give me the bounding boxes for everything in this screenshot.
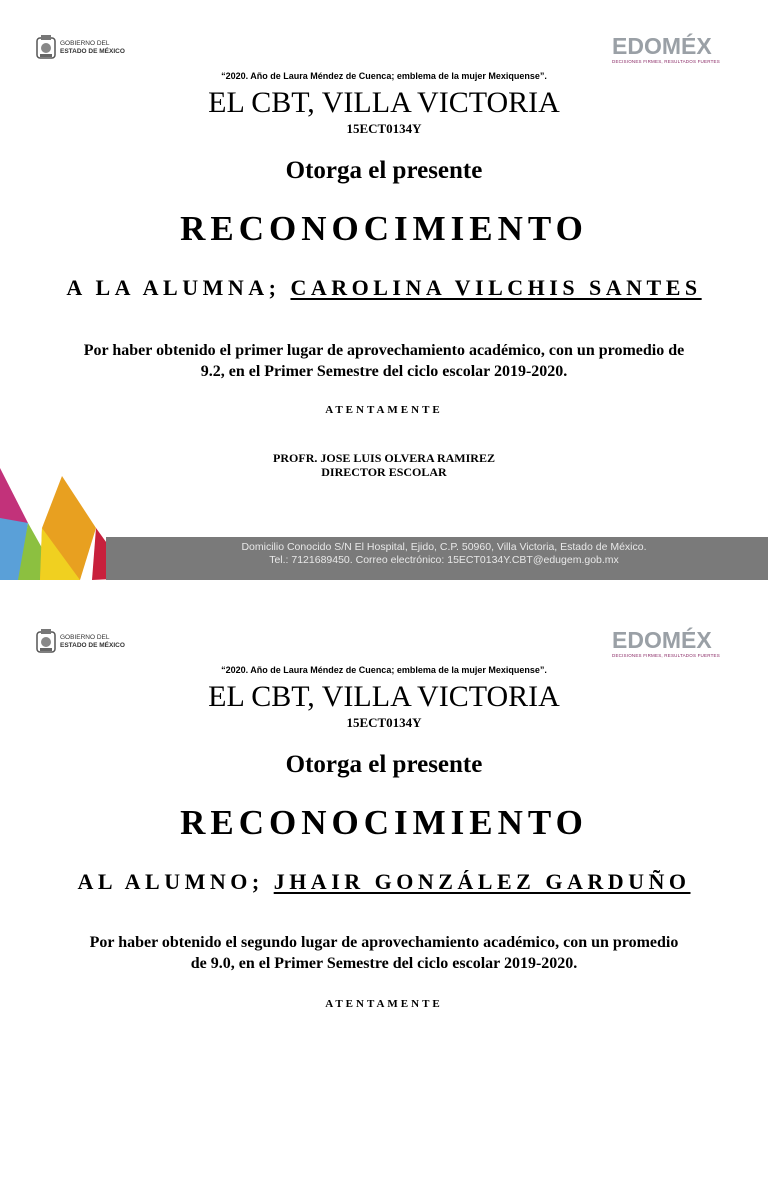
grant-text: Otorga el presente [285, 751, 483, 778]
edomex-logo [612, 34, 738, 68]
edomex-wordmark: EDOMÉX [612, 33, 712, 59]
edomex-logo [612, 628, 738, 662]
signer-name: PROFR. JOSE LUIS OLVERA RAMIREZ [273, 451, 495, 465]
address-footer [106, 537, 768, 580]
signer-role: DIRECTOR ESCOLAR [321, 465, 447, 479]
certificate-title: RECONOCIMIENTO [180, 209, 588, 248]
closing-text: ATENTAMENTE [325, 998, 443, 1010]
gobierno-logo-text: GOBIERNO DEL ESTADO DE MÉXICO [60, 634, 125, 649]
recipient-prefix: A LA ALUMNA; [66, 275, 291, 300]
award-reason-line-1: Por haber obtenido el primer lugar de aprovechamiento académico, con un promedio de [83, 342, 685, 359]
award-reason [0, 340, 768, 382]
year-motto: “2020. Año de Laura Méndez de Cuenca; emblema de la mujer Mexiquense”. [221, 71, 547, 81]
coat-of-arms-icon [34, 628, 58, 656]
year-motto: “2020. Año de Laura Méndez de Cuenca; emblema de la mujer Mexiquense”. [221, 665, 547, 675]
address-line: Domicilio Conocido S/N El Hospital, Ejido, C.P. 50960, Villa Victoria, Estado de México. [241, 541, 647, 553]
recipient-line [0, 869, 768, 895]
certificate-title: RECONOCIMIENTO [180, 803, 588, 842]
recipient-name: JHAIR GONZÁLEZ GARDUÑO [273, 869, 691, 894]
recipient-line [0, 275, 768, 301]
award-reason-line-2: de 9.0, en el Primer Semestre del ciclo escolar 2019-2020. [190, 955, 578, 972]
address-footer-text [164, 541, 724, 567]
award-reason-line-2: 9.2, en el Primer Semestre del ciclo escolar 2019-2020. [200, 363, 568, 380]
grant-text: Otorga el presente [285, 157, 483, 184]
edomex-tagline: DECISIONES FIRMES, RESULTADOS FUERTES [612, 59, 720, 64]
school-name: EL CBT, VILLA VICTORIA [208, 680, 560, 713]
award-reason [0, 932, 768, 974]
recipient-name: CAROLINA VILCHIS SANTES [290, 275, 702, 300]
gobierno-logo [34, 34, 144, 62]
school-name: EL CBT, VILLA VICTORIA [208, 86, 560, 119]
contact-line: Tel.: 7121689450. Correo electrónico: 15ECT0134Y.CBT@edugem.gob.mx [269, 554, 619, 566]
closing-text: ATENTAMENTE [325, 404, 443, 416]
edomex-wordmark: EDOMÉX [612, 627, 712, 653]
gobierno-logo-text: GOBIERNO DEL ESTADO DE MÉXICO [60, 40, 125, 55]
award-reason-line-1: Por haber obtenido el segundo lugar de aprovechamiento académico, con un promedio [89, 934, 679, 951]
edomex-tagline: DECISIONES FIRMES, RESULTADOS FUERTES [612, 653, 720, 658]
gobierno-logo [34, 628, 144, 656]
school-code: 15ECT0134Y [346, 715, 422, 730]
recipient-prefix: AL ALUMNO; [77, 869, 274, 894]
certificate-2 [0, 594, 768, 1188]
coat-of-arms-icon [34, 34, 58, 62]
school-code: 15ECT0134Y [346, 121, 422, 136]
